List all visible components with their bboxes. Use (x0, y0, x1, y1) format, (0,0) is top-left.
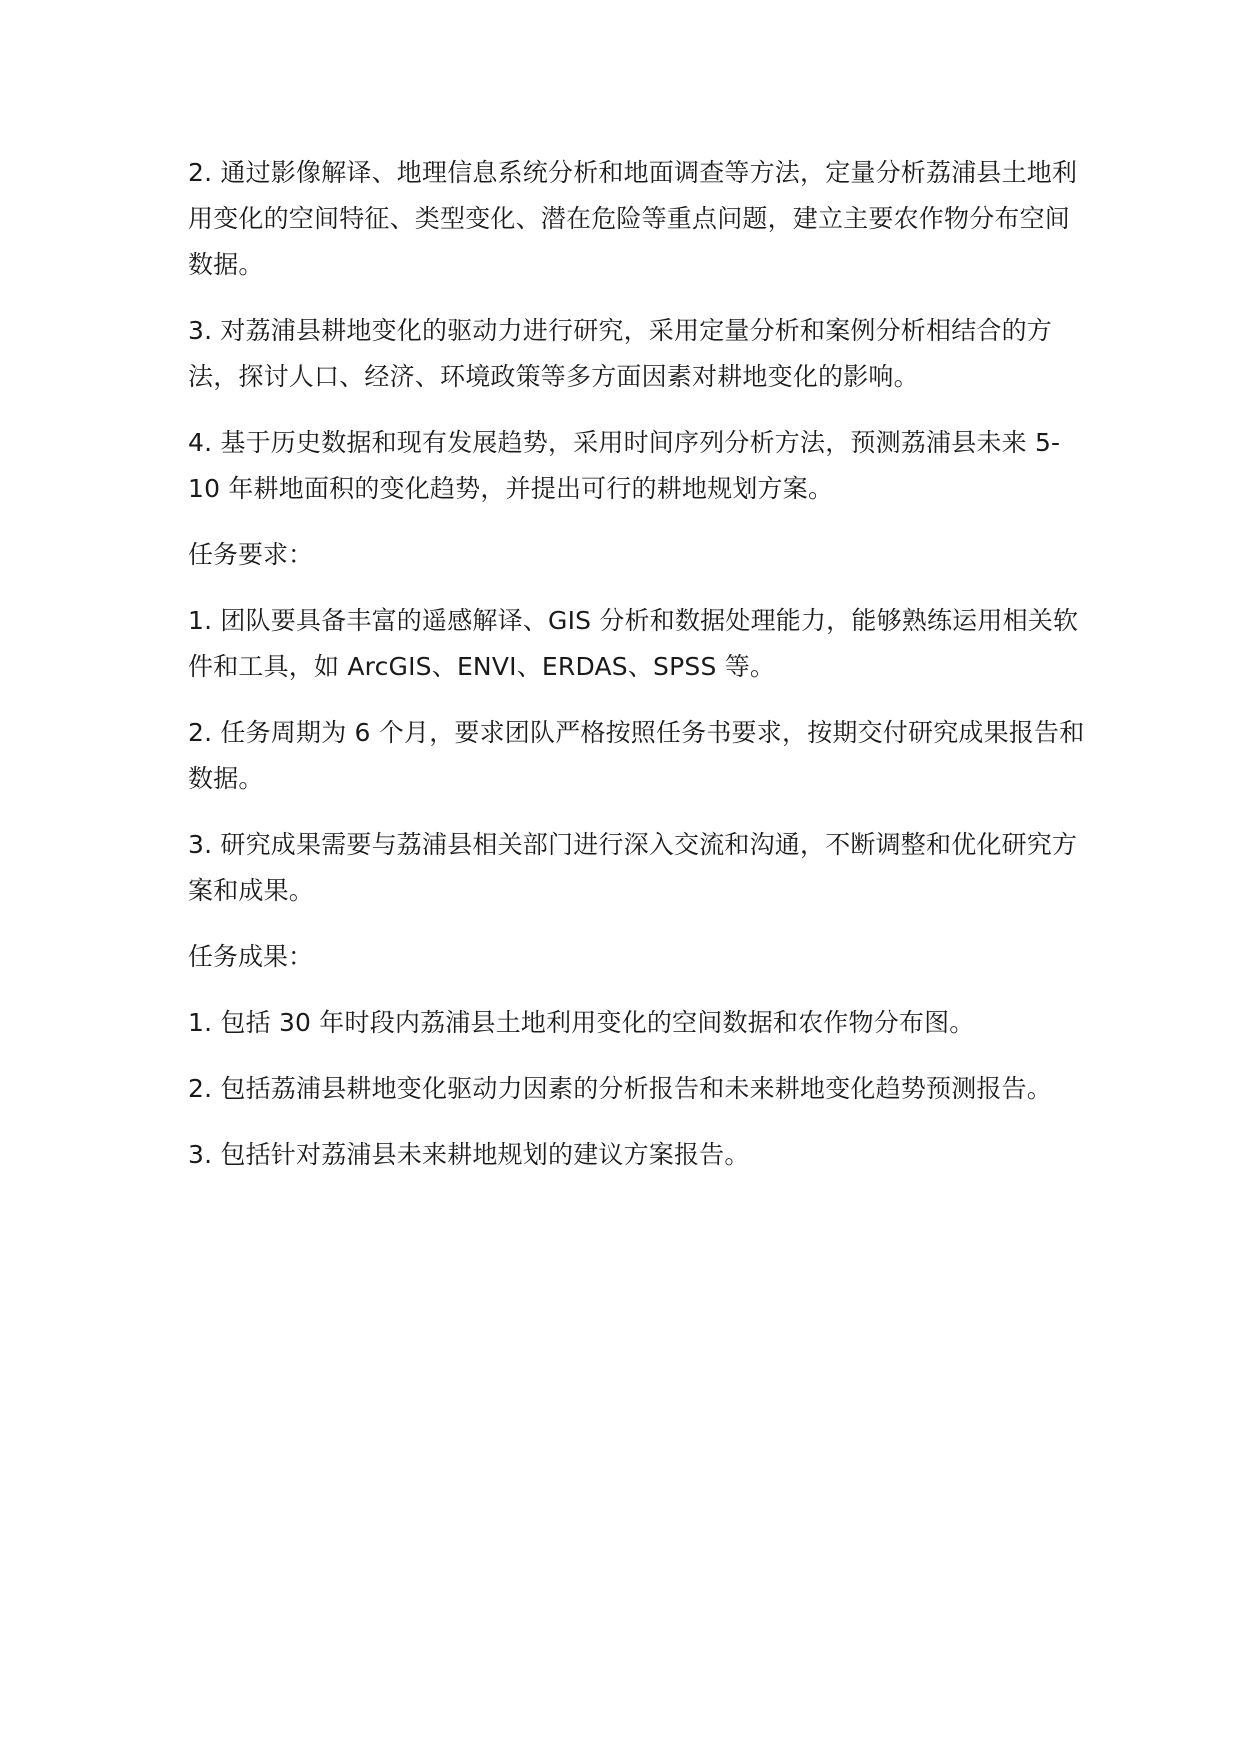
requirement-item-1: 1. 团队要具备丰富的遥感解译、GIS 分析和数据处理能力，能够熟练运用相关软件和工具，如 ArcGIS、ENVI、ERDAS、SPSS 等。 (188, 606, 1079, 681)
requirements-heading: 任务要求： (188, 540, 314, 569)
objective-item-2: 2. 通过影像解译、地理信息系统分析和地面调查等方法，定量分析荔浦县土地利用变化的空间特征、类型变化、潜在危险等重点问题，建立主要农作物分布空间数据。 (188, 158, 1078, 279)
result-item-3: 3. 包括针对荔浦县未来耕地规划的建议方案报告。 (188, 1140, 750, 1169)
document-body (188, 150, 1088, 1198)
result-item-1: 1. 包括 30 年时段内荔浦县土地利用变化的空间数据和农作物分布图。 (188, 1008, 975, 1037)
requirement-item-3: 3. 研究成果需要与荔浦县相关部门进行深入交流和沟通，不断调整和优化研究方案和成果。 (188, 830, 1078, 905)
requirement-item-2: 2. 任务周期为 6 个月，要求团队严格按照任务书要求，按期交付研究成果报告和数据。 (188, 718, 1085, 793)
objective-item-4: 4. 基于历史数据和现有发展趋势，采用时间序列分析方法，预测荔浦县未来 5-10 年耕地面积的变化趋势，并提出可行的耕地规划方案。 (188, 428, 1061, 503)
objective-item-3: 3. 对荔浦县耕地变化的驱动力进行研究，采用定量分析和案例分析相结合的方法，探讨人口、经济、环境政策等多方面因素对耕地变化的影响。 (188, 316, 1053, 391)
result-item-2: 2. 包括荔浦县耕地变化驱动力因素的分析报告和未来耕地变化趋势预测报告。 (188, 1074, 1053, 1103)
results-heading: 任务成果： (188, 942, 314, 971)
